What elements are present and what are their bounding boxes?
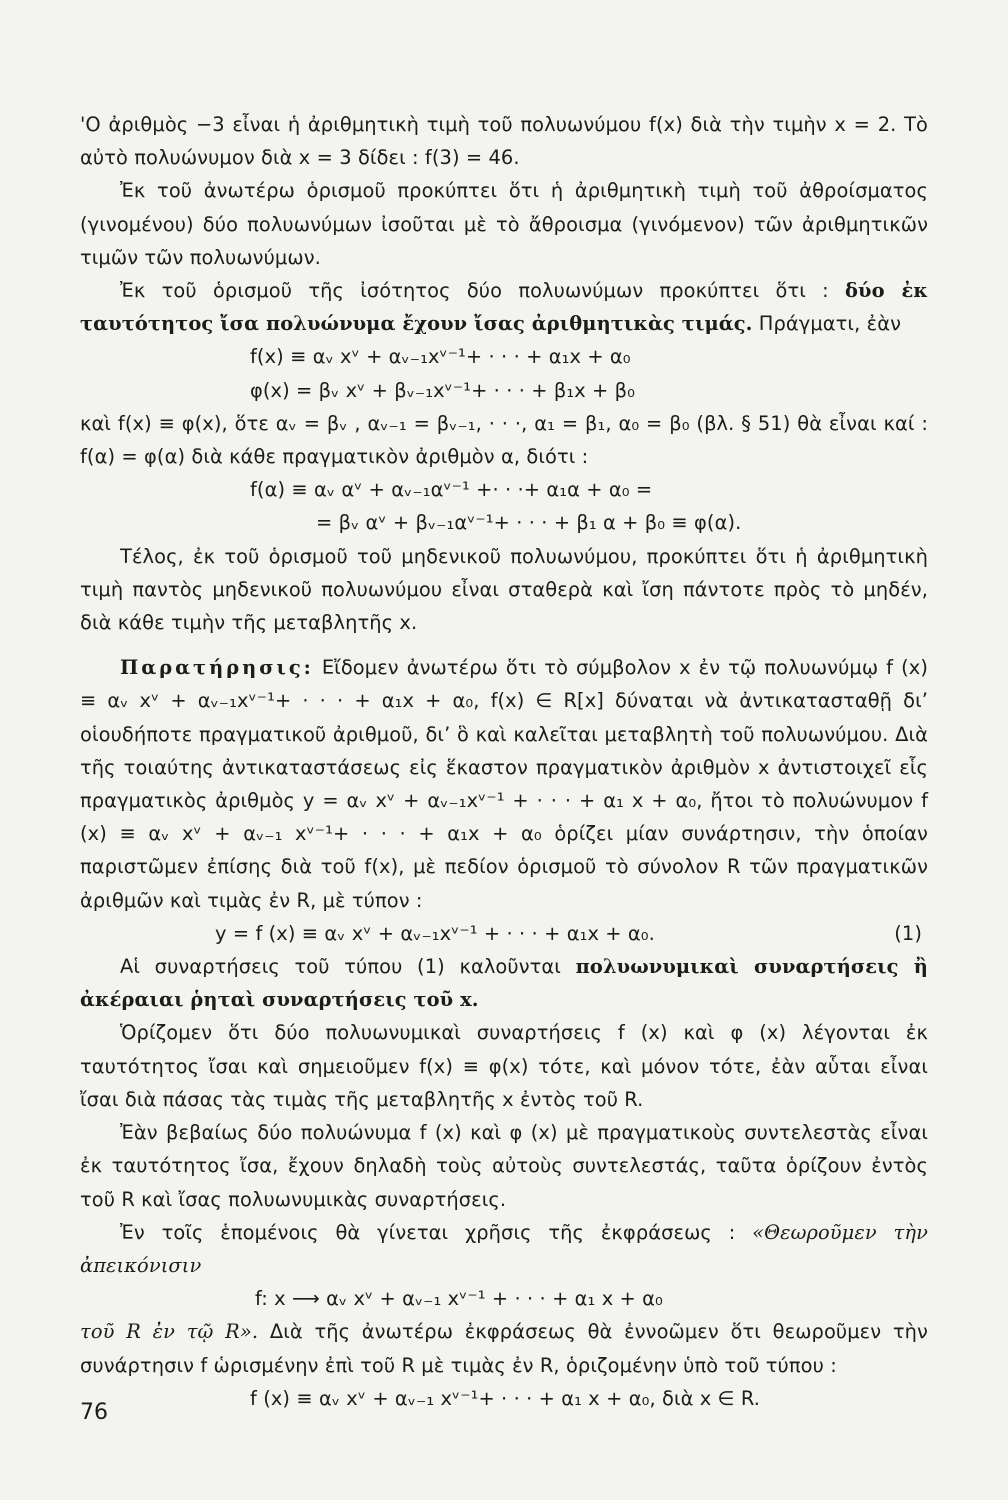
paragraph-11 (80, 1315, 928, 1381)
paragraph-1: 'Ο ἀριθμὸς −3 εἶναι ἡ ἀριθμητικὴ τιμὴ τοῦ πολυωνύμου f(x) διὰ τὴν τιμὴν x = 2. Τὸ αὐτὸ πολυώνυμον διὰ x = 3 δίδει : f(3) = 46. (80, 113, 928, 170)
paragraph-2: Ἐκ τοῦ ἀνωτέρω ὁρισμοῦ προκύπτει ὅτι ἡ ἀριθμητικὴ τιμὴ τοῦ ἀθροίσματος (γινομένου) δύο πολυωνύμων ἰσοῦται μὲ τὸ ἄθροισμα (γινόμενον) τῶν ἀριθμητικῶν τιμῶν τῶν πολυωνύμων. (80, 179, 928, 269)
equation-f-alpha: f(α) ≡ αᵥ αᵛ + αᵥ₋₁αᵛ⁻¹ +· · ·+ α₁α + α₀ = (250, 478, 653, 502)
paragraph-4: καὶ f(x) ≡ φ(x), ὅτε αᵥ = βᵥ , αᵥ₋₁ = βᵥ₋₁, · · ·, α₁ = β₁, α₀ = β₀ (βλ. § 51) θὰ εἶναι καί : f(α) = φ(α) διὰ κάθε πραγματικὸν ἀριθμὸν α, διότι : (80, 411, 928, 469)
equation-phi: φ(x) = βᵥ xᵛ + βᵥ₋₁xᵛ⁻¹+ · · · + β₁x + β₀ (250, 378, 636, 402)
remark-paragraph (80, 651, 928, 917)
equation-f-alpha-cont: = βᵥ αᵛ + βᵥ₋₁αᵛ⁻¹+ · · · + β₁ α + β₀ ≡ φ(α). (316, 511, 742, 535)
equation-1 (80, 917, 928, 950)
equation-mapping: f: x ⟶ αᵥ xᵛ + αᵥ₋₁ xᵛ⁻¹ + · · · + α₁ x + α₀ (255, 1287, 663, 1311)
equation-f: f(x) ≡ αᵥ xᵛ + αᵥ₋₁xᵛ⁻¹+ · · · + α₁x + α₀ (250, 345, 631, 369)
paragraph-3-tail: Πράγματι, ἐὰν (752, 312, 902, 336)
paragraph-10-text: Ἐν τοῖς ἑπομένοις θὰ γίνεται χρῆσις τῆς ἐκφράσεως : (120, 1220, 753, 1244)
paragraph-3-bold: δύο ἐκ ταυτότητος ἴσα πολυώνυμα ἔχουν ἴσας ἀριθμητικὰς τιμάς. (80, 279, 928, 336)
page-body (80, 108, 928, 1415)
paragraph-7-text: Αἱ συναρτήσεις τοῦ τύπου (1) καλοῦνται (120, 955, 576, 979)
paragraph-11-text: Διὰ τῆς ἀνωτέρω ἐκφράσεως θὰ ἐννοῶμεν ὅτι θεωροῦμεν τὴν συνάρτησιν f ὡρισμένην ἐπὶ τοῦ R μὲ τιμὰς ἐν R, ὁριζομένην ὑπὸ τοῦ τύπου : (80, 1320, 928, 1377)
paragraph-7-bold: πολυωνυμικαὶ συναρτήσεις ἢ ἀκέραιαι ῥηταὶ συναρτήσεις τοῦ x. (80, 955, 928, 1012)
paragraph-5: Τέλος, ἐκ τοῦ ὁρισμοῦ τοῦ μηδενικοῦ πολυωνύμου, προκύπτει ὅτι ἡ ἀριθμητικὴ τιμὴ παντὸς μηδενικοῦ πολυωνύμου εἶναι σταθερὰ καὶ ἴση πάντοτε πρὸς τὸ μηδέν, διὰ κάθε τιμὴν τῆς μεταβλητῆς x. (80, 544, 928, 635)
paragraph-8: Ὁρίζομεν ὅτι δύο πολυωνυμικαὶ συναρτήσεις f (x) καὶ φ (x) λέγονται ἐκ ταυτότητος ἴσαι καὶ σημειοῦμεν f(x) ≡ φ(x) τότε, καὶ μόνον τότε, ἐὰν αὗται εἶναι ἴσαι διὰ πάσας τὰς τιμὰς τῆς μεταβλητῆς x ἐντὸς τοῦ R. (80, 1021, 928, 1111)
paragraph-10 (80, 1216, 928, 1282)
paragraph-11-italic: τοῦ R ἐν τῷ R». (80, 1320, 259, 1344)
paragraph-3 (80, 274, 928, 340)
paragraph-3-text: Ἐκ τοῦ ὁρισμοῦ τῆς ἰσότητος δύο πολυωνύμων προκύπτει ὅτι : (120, 279, 846, 303)
remark-text: Εἴδομεν ἀνωτέρω ὅτι τὸ σύμβολον x ἐν τῷ πολυωνύμῳ f (x) ≡ αᵥ xᵛ + αᵥ₋₁xᵛ⁻¹+ · · · + α₁x + α₀, f(x) ∈ R[x] δύναται νὰ ἀντικατασταθῇ δι’ οἱουδήποτε πραγματικοῦ ἀριθμοῦ, δι’ ὃ καὶ καλεῖται μεταβλητὴ τοῦ πολυωνύμου. Διὰ τῆς τοιαύτης ἀντικαταστάσεως εἰς ἕκαστον πραγματικὸν ἀριθμὸν x ἀντιστοιχεῖ εἷς πραγματικὸς ἀριθμὸς y = αᵥ xᵛ + αᵥ₋₁xᵛ⁻¹ + · · · + α₁ x + α₀, ἤτοι τὸ πολυώνυμον f (x) ≡ αᵥ xᵛ + αᵥ₋₁ xᵛ⁻¹+ · · · + α₁x + α₀ ὁρίζει μίαν συνάρτησιν, τὴν ὁποίαν παριστῶμεν ἐπίσης διὰ τοῦ f(x), μὲ πεδίον ὁρισμοῦ τὸ σύνολον R τῶν πραγματικῶν ἀριθμῶν καὶ τιμὰς ἐν R, μὲ τύπον : (80, 656, 928, 912)
equation-final: f (x) ≡ αᵥ xᵛ + αᵥ₋₁ xᵛ⁻¹+ · · · + α₁ x + α₀, διὰ x ∈ R. (250, 1386, 761, 1410)
paragraph-10-italic: «Θεωροῦμεν τὴν ἀπεικόνισιν (80, 1220, 928, 1277)
page-number: 76 (80, 1400, 108, 1425)
remark-label: Παρατήρησις: (120, 656, 314, 680)
paragraph-9: Ἐὰν βεβαίως δύο πολυώνυμα f (x) καὶ φ (x) μὲ πραγματικοὺς συντελεστὰς εἶναι ἐκ ταυτότητος ἴσα, ἔχουν δηλαδὴ τοὺς αὐτοὺς συντελεστάς, ταῦτα ὁρίζουν ἐντὸς τοῦ R καὶ ἴσας πολυωνυμικὰς συναρτήσεις. (80, 1121, 928, 1211)
paragraph-7 (80, 950, 928, 1016)
equation-1-text: y = f (x) ≡ αᵥ xᵛ + αᵥ₋₁xᵛ⁻¹ + · · · + α₁x + α₀. (215, 921, 655, 945)
equation-number: (1) (894, 921, 922, 945)
